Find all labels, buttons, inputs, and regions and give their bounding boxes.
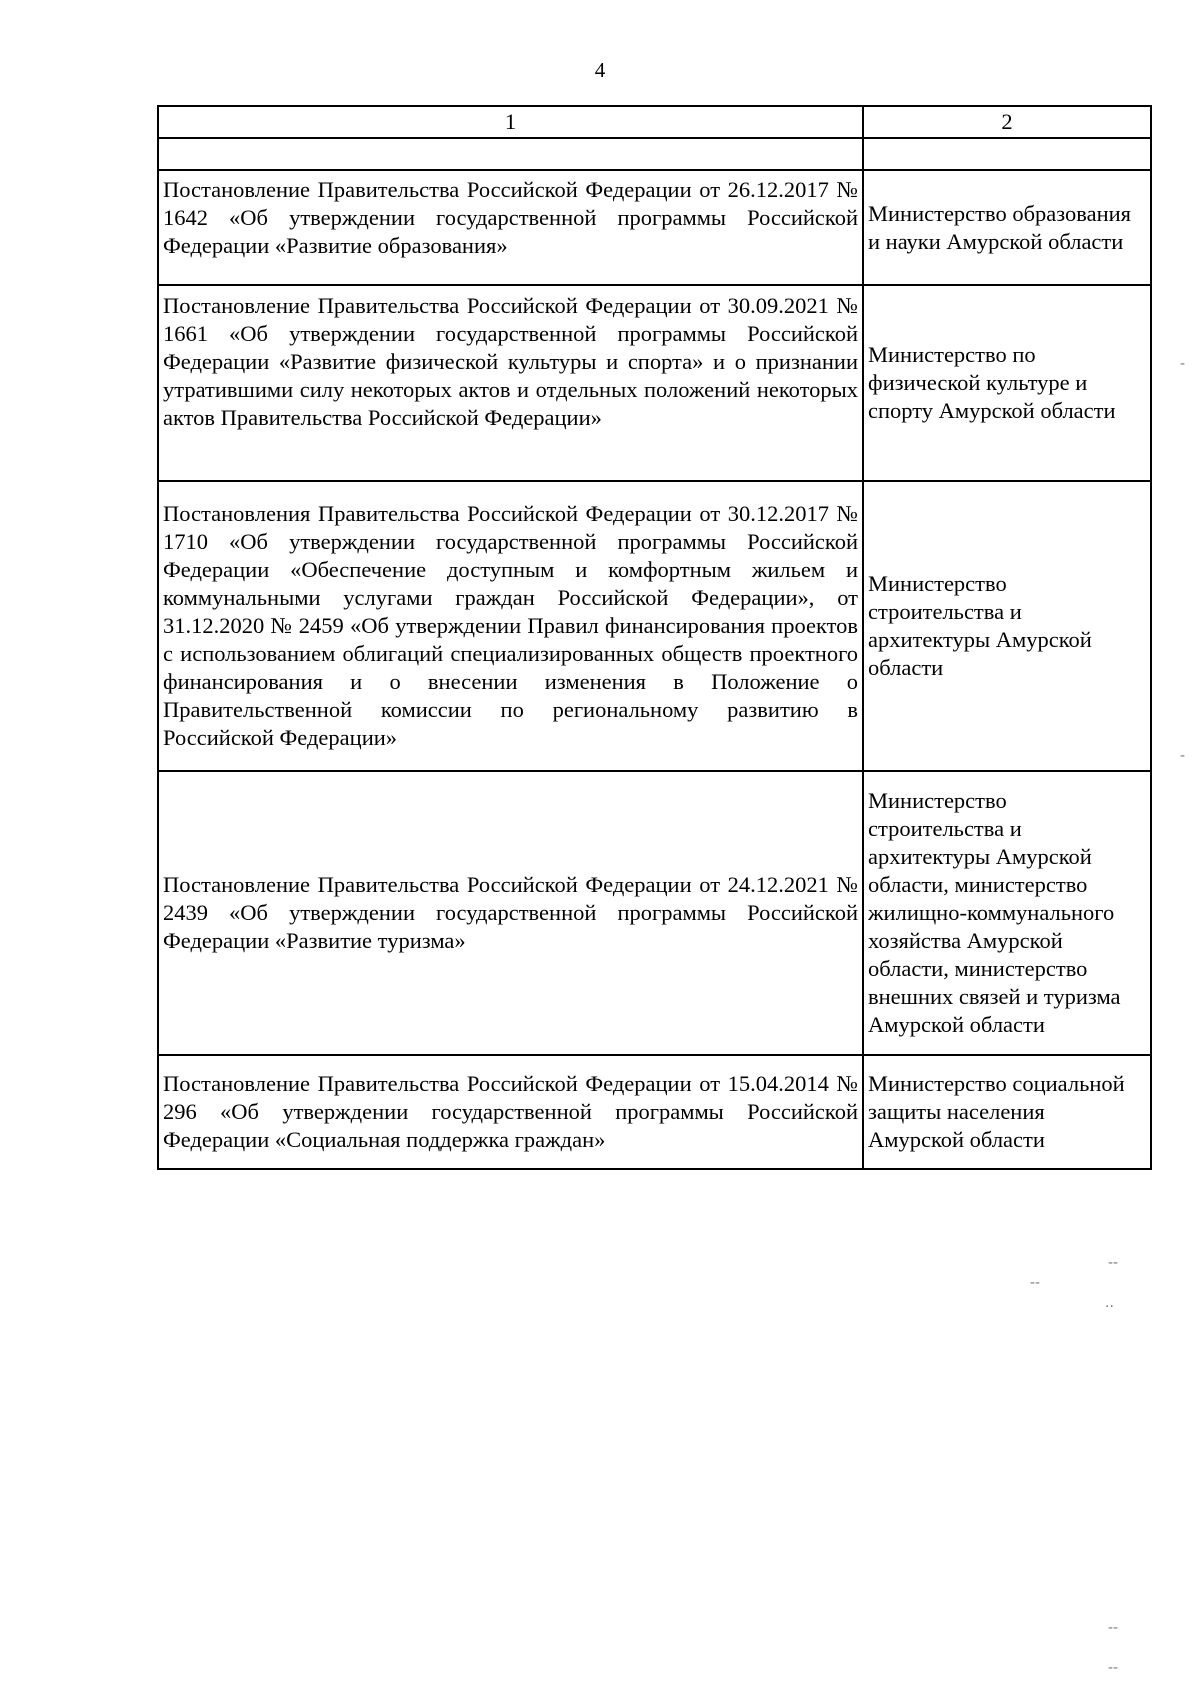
table-row: [158, 771, 1151, 1055]
empty-cell: [158, 138, 863, 170]
scan-speck: --: [1108, 1660, 1119, 1676]
table-row: [158, 285, 1151, 481]
table-row: [158, 170, 1151, 285]
empty-row: [158, 138, 1151, 170]
act-cell: Постановление Правительства Российской Федерации от 30.09.2021 № 1661 «Об утверждении государственной программы Российской Федерации «Развитие физической культуры и спорта» и о признании утратившими силу некоторых актов и отдельных положений некоторых актов Правительства Российской Федерации»: [158, 285, 863, 481]
act-cell: Постановление Правительства Российской Федерации от 24.12.2021 № 2439 «Об утверждении государственной программы Российской Федерации «Развитие туризма»: [158, 771, 863, 1055]
scan-speck: -: [1180, 748, 1186, 764]
ministry-cell: Министерство строительства и архитектуры Амурской области: [863, 481, 1151, 771]
act-cell: Постановление Правительства Российской Федерации от 26.12.2017 № 1642 «Об утверждении государственной программы Российской Федерации «Развитие образования»: [158, 170, 863, 285]
scan-speck: ..: [1105, 1295, 1114, 1311]
scan-speck: --: [1108, 1255, 1119, 1271]
ministry-cell: Министерство социальной защиты населения Амурской области: [863, 1055, 1151, 1169]
empty-cell: [863, 138, 1151, 170]
ministry-cell: Министерство строительства и архитектуры Амурской области, министерство жилищно-коммунального хозяйства Амурской области, министерство внешних связей и туризма Амурской области: [863, 771, 1151, 1055]
scan-speck: -: [1180, 356, 1186, 372]
table-row: [158, 481, 1151, 771]
ministry-cell: Министерство по физической культуре и спорту Амурской области: [863, 285, 1151, 481]
column-number-row: [158, 106, 1151, 138]
column-number-1: 1: [158, 106, 863, 138]
column-number-2: 2: [863, 106, 1151, 138]
page-number: 4: [594, 58, 606, 82]
scan-speck: --: [1108, 1620, 1119, 1636]
table-row: [158, 1055, 1151, 1169]
act-cell: Постановление Правительства Российской Федерации от 15.04.2014 № 296 «Об утверждении государственной программы Российской Федерации «Социальная поддержка граждан»: [158, 1055, 863, 1169]
ministry-cell: Министерство образования и науки Амурской области: [863, 170, 1151, 285]
act-cell: Постановления Правительства Российской Федерации от 30.12.2017 № 1710 «Об утверждении государственной программы Российской Федерации «Обеспечение доступным и комфортным жильем и коммунальными услугами граждан Российской Федерации», от 31.12.2020 № 2459 «Об утверждении Правил финансирования проектов с использованием облигаций специализированных обществ проектного финансирования и о внесении изменения в Положение о Правительственной комиссии по региональному развитию в Российской Федерации»: [158, 481, 863, 771]
programs-table: [157, 105, 1152, 1170]
scan-speck: --: [1030, 1275, 1041, 1291]
